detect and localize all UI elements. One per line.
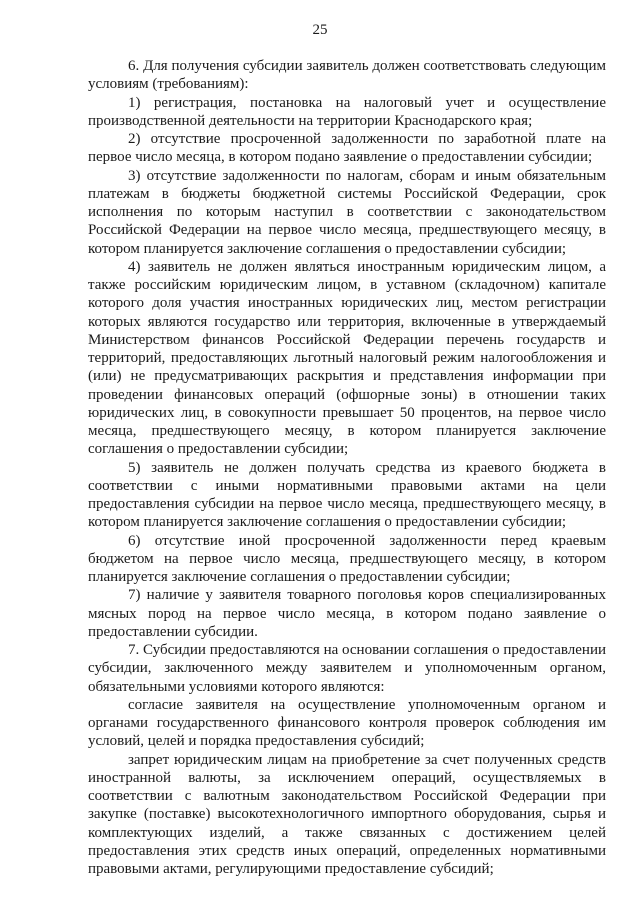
paragraph-condition-5: 5) заявитель не должен получать средства из краевого бюджета в соответствии с иными нормативными правовыми актами на цели предоставления субсидии на первое число месяца, предшествующего месяцу, в котором планируется заключение соглашения о предоставлении субсидии;	[88, 459, 606, 531]
paragraph-condition-7: 7) наличие у заявителя товарного поголовья коров специализированных мясных пород на первое число месяца, в котором подано заявление о предоставлении субсидии.	[88, 587, 606, 640]
page-number: 25	[312, 22, 328, 38]
paragraph-condition-3: 3) отсутствие задолженности по налогам, сборам и иным обязательным платежам в бюджеты бюджетной системы Российской Федерации, срок исполнения по которым наступил в соответствии с законодательством Российской Федерации на первое число месяца, предшествующего месяцу, в котором планируется заключение соглашения о предоставлении субсидии;	[88, 167, 606, 257]
paragraph-conditions-intro: 6. Для получения субсидии заявитель должен соответствовать следующим условиям (требованиям):	[88, 58, 606, 93]
document-body	[88, 57, 606, 878]
paragraph-condition-2: 2) отсутствие просроченной задолженности по заработной плате на первое число месяца, в котором подано заявление о предоставлении субсидии;	[88, 131, 606, 166]
paragraph-condition-1: 1) регистрация, постановка на налоговый учет и осуществление производственной деятельности на территории Краснодарского края;	[88, 94, 606, 129]
paragraph-condition-4: 4) заявитель не должен являться иностранным юридическим лицом, а также российским юридическим лицом, в уставном (складочном) капитале которого доля участия иностранных юридических лиц, местом регистрации которых являются государство или территория, включенные в утверждаемый Министерством финансов Российской Федерации перечень государств и территорий, предоставляющих льготный налоговый режим налогообложения и (или) не предусматривающих раскрытия и представления информации при проведении финансовых операций (офшорные зоны) в отношении таких юридических лиц, в совокупности превышает 50 процентов, на первое число месяца, предшествующего месяцу, в котором планируется заключение соглашения о предоставлении субсидии;	[88, 258, 606, 458]
paragraph-agreement-consent: согласие заявителя на осуществление уполномоченным органом и органами государственного финансового контроля проверок соблюдения им условий, целей и порядка предоставления субсидий;	[88, 696, 606, 750]
paragraph-condition-6: 6) отсутствие иной просроченной задолженности перед краевым бюджетом на первое число месяца, предшествующего месяцу, в котором планируется заключение соглашения о предоставлении субсидии;	[88, 532, 606, 585]
paragraph-agreement-currency-ban: запрет юридическим лицам на приобретение за счет полученных средств иностранной валюты, за исключением операций, осуществляемых в соответствии с валютным законодательством Российской Федерации при закупке (поставке) высокотехнологичного импортного оборудования, сырья и комплектующих изделий, а также связанных с достижением целей предоставления этих средств иных операций, определенных нормативными правовыми актами, регулирующими предоставление субсидий;	[88, 751, 606, 877]
paragraph-agreement-intro: 7. Субсидии предоставляются на основании соглашения о предоставлении субсидии, заключенного между заявителем и уполномоченным органом, обязательными условиями которого являются:	[88, 642, 606, 695]
